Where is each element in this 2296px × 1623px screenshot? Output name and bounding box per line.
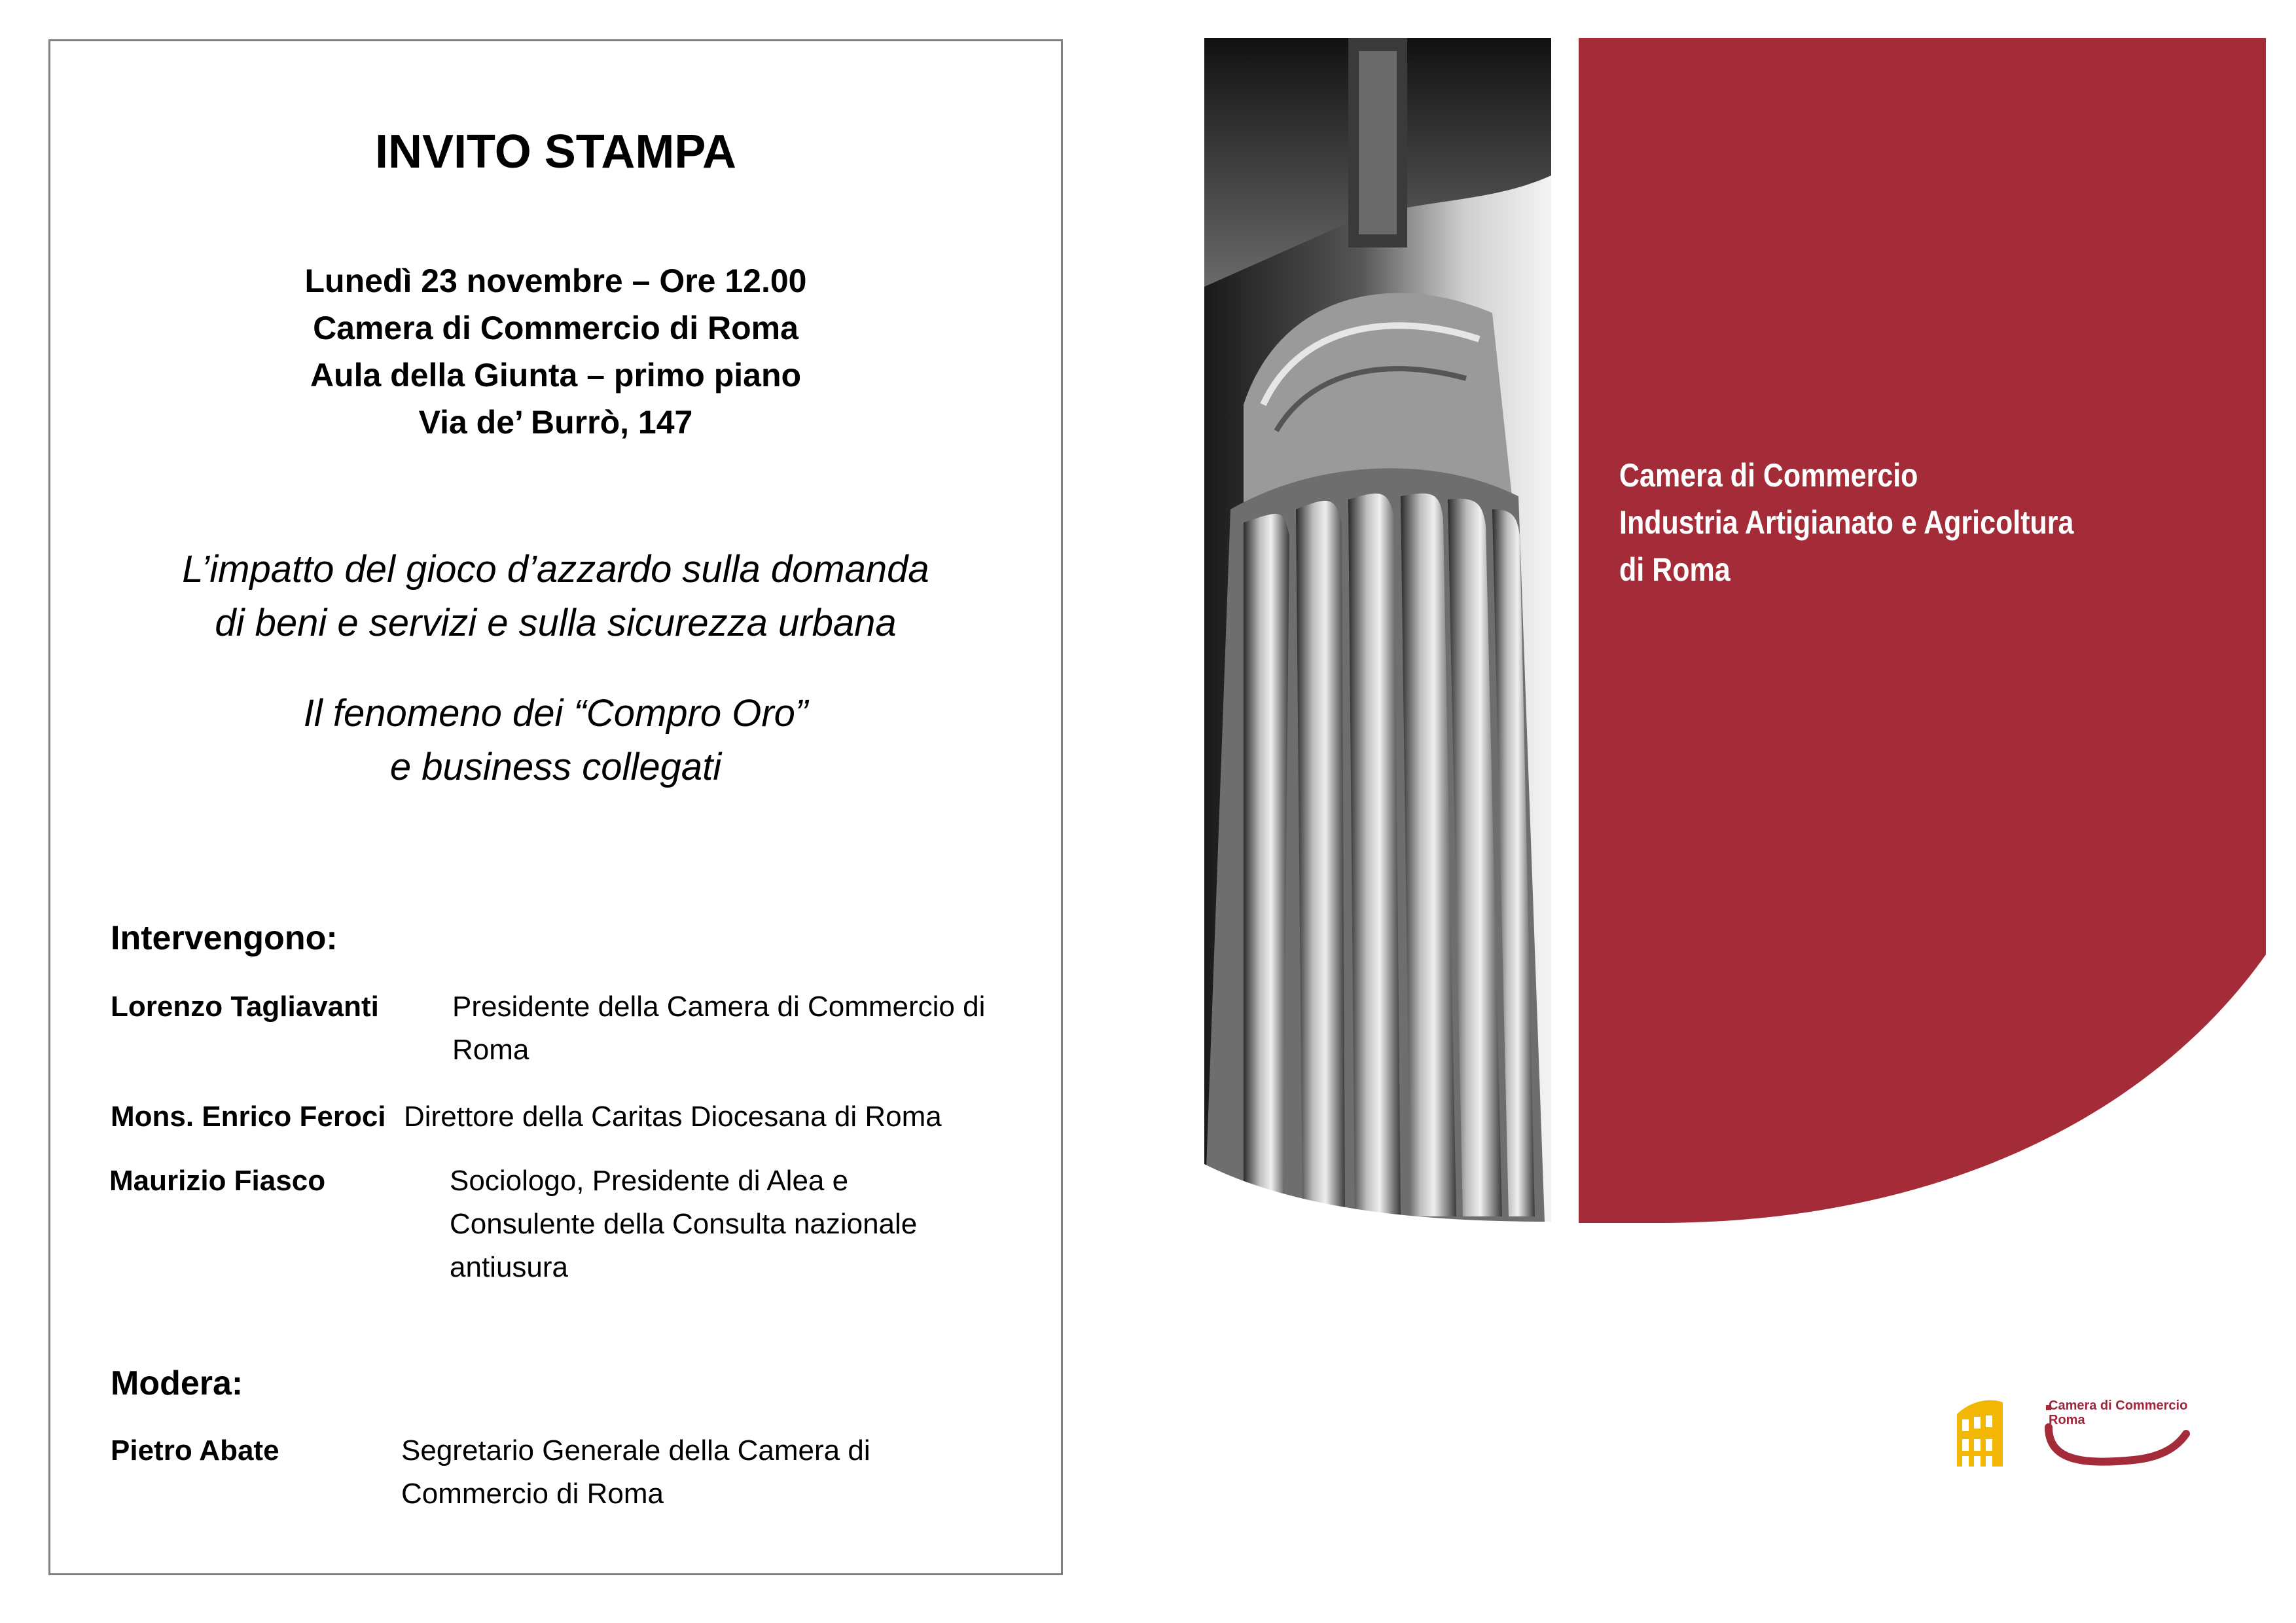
moderator-name: Pietro Abate [111,1434,279,1467]
moderator-heading: Modera: [111,1364,243,1402]
event-date-time: Lunedì 23 novembre – Ore 12.00 [304,263,807,299]
speaker-role [452,985,985,1072]
event-details [50,257,1061,446]
moderator-role [401,1429,870,1516]
colosseum-icon [1957,1400,2003,1467]
event-topic-1-line-1: L’impatto del gioco d’azzardo sulla domanda [182,548,929,591]
moderator-role-line: Commercio di Roma [401,1478,664,1510]
organization-name-line: Camera di Commercio [1619,457,1918,494]
invitation-panel [48,39,1063,1575]
event-topic-2 [50,687,1061,794]
event-topic-2-line-1: Il fenomeno dei “Compro Oro” [303,692,808,735]
speaker-role-line: Roma [452,1034,529,1066]
moderator-role-line: Segretario Generale della Camera di [401,1434,870,1467]
organization-name-line: Industria Artigianato e Agricoltura [1619,504,2074,541]
organization-name [1619,452,2073,593]
event-venue: Camera di Commercio di Roma [313,310,798,346]
event-topic-1 [50,543,1061,650]
organization-name-line: di Roma [1619,551,1731,588]
red-cover-panel [1579,38,2266,1223]
event-topic-1-line-2: di beni e servizi e sulla sicurezza urbana [215,602,897,644]
event-address: Via de’ Burrò, 147 [418,404,693,441]
speaker-name: Maurizio Fiasco [109,1165,326,1197]
speaker-role-line: Consulente della Consulta nazionale [450,1208,918,1240]
column-photo-image [1204,38,1551,1222]
invitation-title: INVITO STAMPA [374,126,737,178]
speaker-role-line: Presidente della Camera di Commercio di [452,991,986,1023]
speakers-heading: Intervengono: [111,919,338,957]
column-photo [1204,38,1551,1222]
event-room: Aula della Giunta – primo piano [310,357,802,393]
event-topic-2-line-2: e business collegati [389,746,722,788]
speaker-role [450,1159,917,1289]
logo-text-line: Roma [2049,1413,2085,1427]
speaker-name: Mons. Enrico Feroci [111,1101,386,1133]
logo-text-line: Camera di Commercio [2049,1398,2188,1413]
speaker-role-line: Sociologo, Presidente di Alea e [450,1165,849,1197]
speaker-role [404,1095,942,1139]
logo-text [2049,1398,2187,1427]
speaker-role-line: Direttore della Caritas Diocesana di Roma [404,1101,942,1133]
speaker-name: Lorenzo Tagliavanti [111,991,379,1023]
speaker-role-line: antiusura [450,1251,569,1283]
